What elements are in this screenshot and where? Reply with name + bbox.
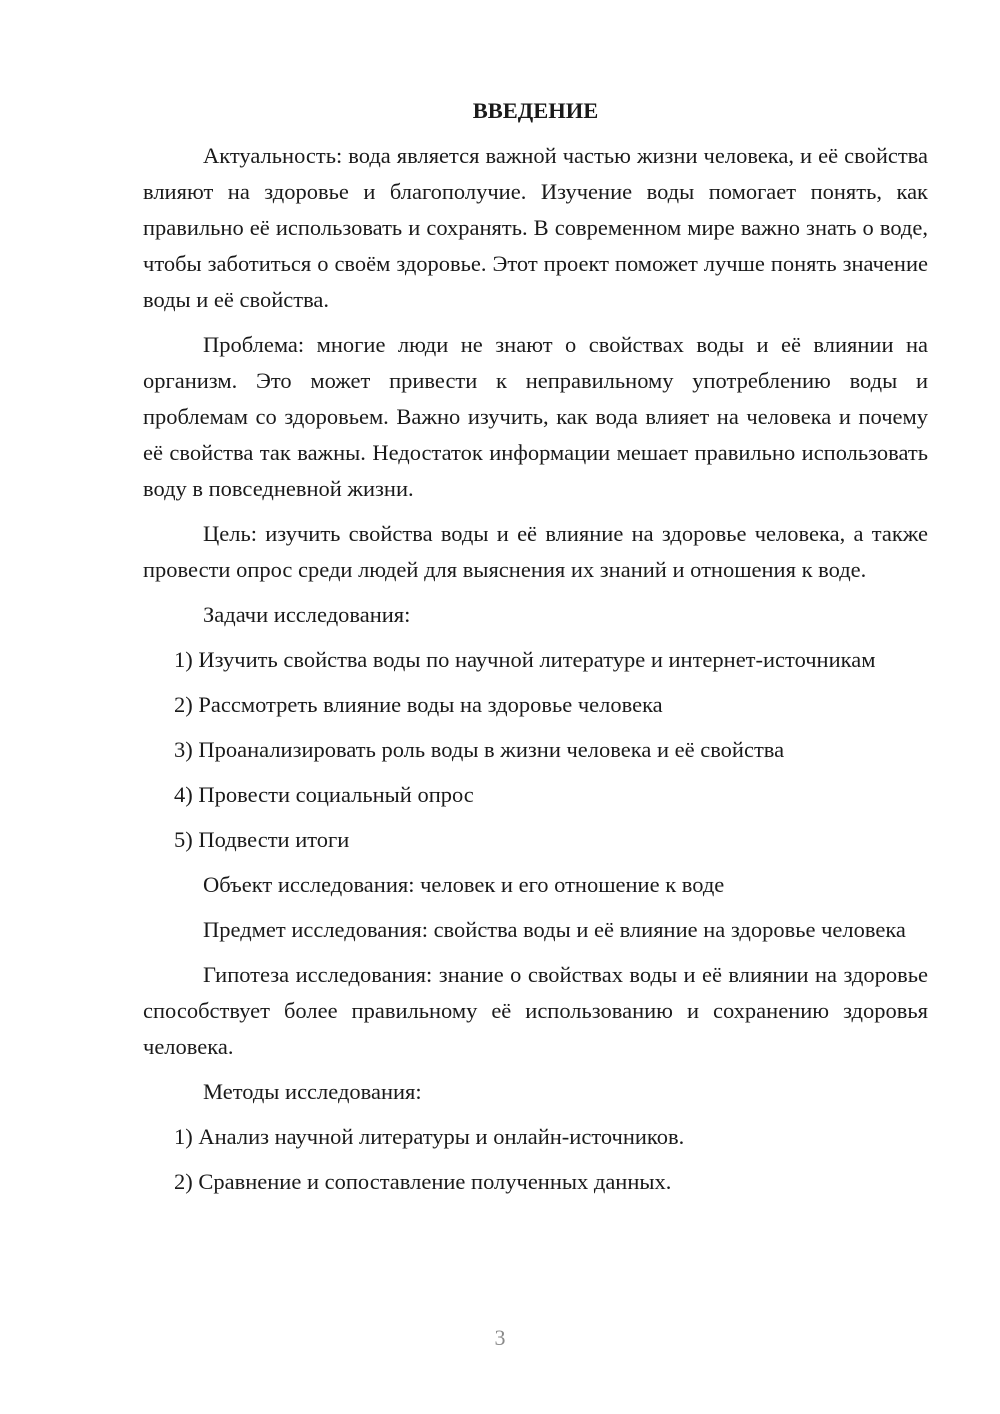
object-paragraph: Объект исследования: человек и его отношение к воде: [203, 872, 725, 897]
page-title: ВВЕДЕНИЕ: [472, 98, 599, 123]
list-item: 5) Подвести итоги: [174, 827, 350, 852]
page-number: 3: [494, 1325, 506, 1350]
hypothesis-paragraph: Гипотеза исследования: знание о свойствах воды и её влиянии на здоровье способствует более правильному её использованию и сохранению здоровья человека.: [143, 962, 928, 1059]
methods-list: [143, 1119, 928, 1200]
goal-paragraph: Цель: изучить свойства воды и её влияние на здоровье человека, а также провести опрос среди людей для выяснения их знаний и отношения к воде.: [143, 521, 928, 582]
list-item: 4) Провести социальный опрос: [174, 782, 474, 807]
list-item: 3) Проанализировать роль воды в жизни человека и её свойства: [174, 737, 785, 762]
list-item: 1) Анализ научной литературы и онлайн-источников.: [174, 1124, 685, 1149]
tasks-heading: Задачи исследования:: [203, 602, 411, 627]
list-item: 1) Изучить свойства воды по научной литературе и интернет-источникам: [174, 647, 876, 672]
page-content: [143, 96, 928, 1200]
list-item: 2) Сравнение и сопоставление полученных данных.: [174, 1169, 672, 1194]
tasks-list: [143, 642, 928, 858]
methods-heading: Методы исследования:: [203, 1079, 422, 1104]
subject-paragraph: Предмет исследования: свойства воды и её влияние на здоровье человека: [203, 917, 906, 942]
problem-paragraph: Проблема: многие люди не знают о свойствах воды и её влиянии на организм. Это может привести к неправильному употреблению воды и проблемам со здоровьем. Важно изучить, как вода влияет на человека и почему её свойства так важны. Недостаток информации мешает правильно использовать воду в повседневной жизни.: [143, 332, 928, 501]
relevance-paragraph: Актуальность: вода является важной частью жизни человека, и её свойства влияют на здоровье и благополучие. Изучение воды помогает понять, как правильно её использовать и сохранять. В современном мире важно знать о воде, чтобы заботиться о своём здоровье. Этот проект поможет лучше понять значение воды и её свойства.: [143, 143, 928, 312]
list-item: 2) Рассмотреть влияние воды на здоровье человека: [174, 692, 663, 717]
